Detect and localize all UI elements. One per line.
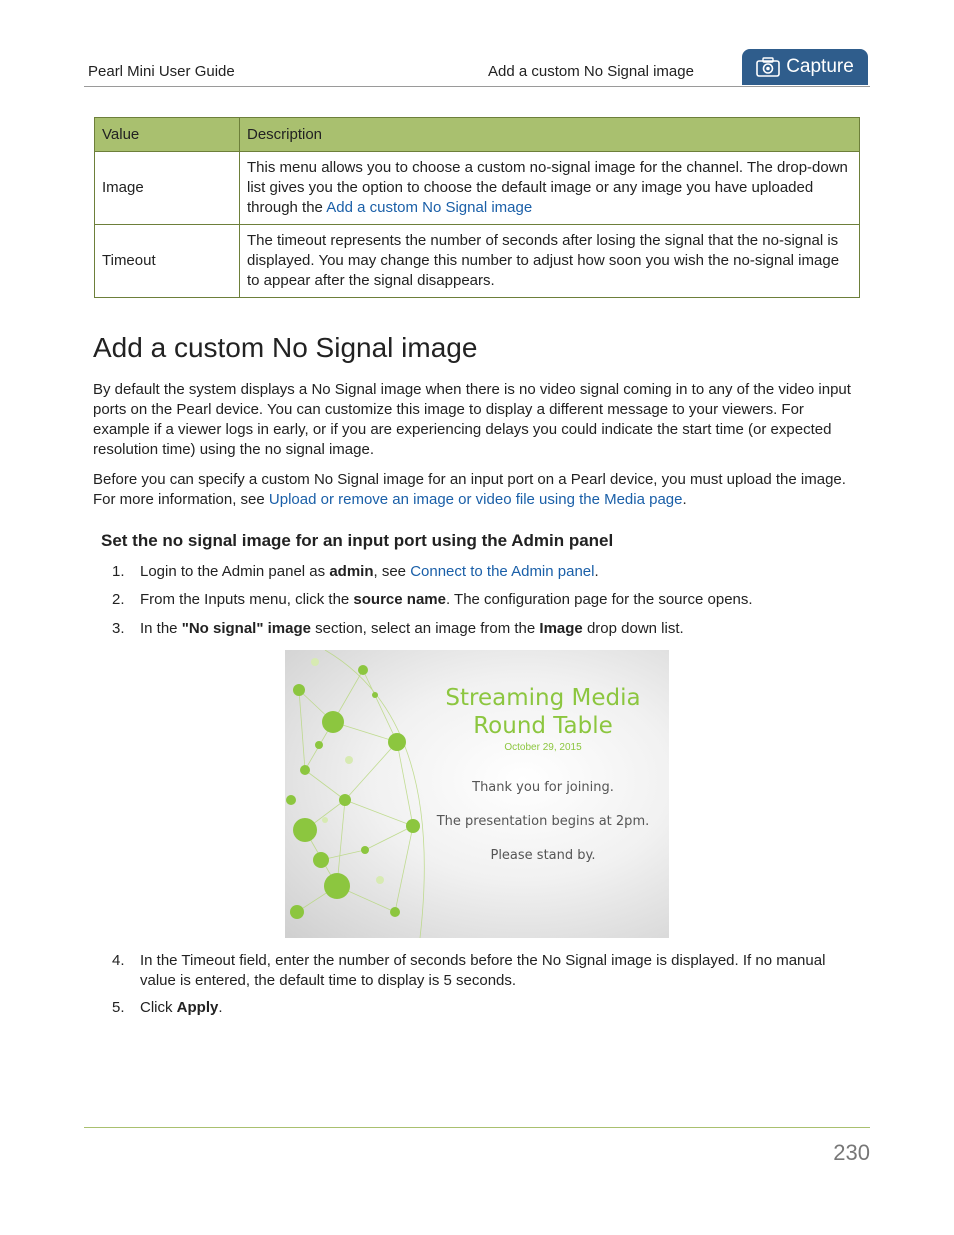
values-table (94, 117, 860, 298)
step-text-part: . (218, 999, 223, 1016)
description-text: This menu allows you to choose a custom no-signal image for the channel. The drop-down list gives you the option to choose the default image or any image you have uploaded through the (247, 159, 848, 216)
intro-paragraph: By default the system displays a No Signal image when there is no video signal coming in to any of the video input ports on the Pearl device. You can customize this image to display a different message to your viewers. For example if a viewer logs in early, or if you are experiencing delays you could indicate the start time (or expected resolution time) using the no signal image. (93, 381, 851, 458)
step-bold: Apply (176, 999, 219, 1016)
upload-media-link[interactable]: Upload or remove an image or video file using the Media page (268, 491, 683, 508)
step-text (140, 562, 852, 582)
header-rule (84, 86, 870, 87)
add-no-signal-image-link[interactable]: Add a custom No Signal image (326, 199, 533, 216)
table-row (95, 152, 860, 225)
page-number: 230 (833, 1140, 870, 1165)
step-text-part: . The configuration page for the source opens. (445, 591, 753, 608)
slide-message-2: The presentation begins at 2pm. (436, 814, 650, 829)
prerequisite-end: . (682, 491, 687, 508)
step-number: 3. (112, 620, 125, 637)
running-section-title: Add a custom No Signal image (488, 63, 694, 80)
step-text (140, 590, 852, 610)
section-heading: Add a custom No Signal image (93, 332, 478, 363)
procedure-heading: Set the no signal image for an input port using the Admin panel (101, 531, 614, 550)
step-bold: source name (353, 591, 446, 608)
capture-badge (742, 49, 868, 85)
step-text-part: In the (140, 620, 182, 637)
doc-title: Pearl Mini User Guide (88, 63, 235, 80)
step-bold: "No signal" image (181, 620, 311, 637)
slide-message-1: Thank you for joining. (472, 780, 614, 795)
step-number: 2. (112, 591, 125, 608)
table-cell-value: Image (95, 152, 240, 225)
table-cell-description: The timeout represents the number of seconds after losing the signal that the no-signal is displayed. You may change this number to adjust how soon you wish the no-signal image to appear after the signal disappears. (240, 225, 860, 298)
slide-date: October 29, 2015 (504, 742, 582, 753)
step-text-part: From the Inputs menu, click the (140, 591, 354, 608)
table-cell-description (240, 152, 860, 225)
step-text (140, 998, 852, 1018)
no-signal-image (285, 650, 669, 938)
connect-admin-panel-link[interactable]: Connect to the Admin panel (410, 563, 595, 580)
step-text-part: . (594, 563, 599, 580)
camera-icon (756, 57, 780, 77)
step-text-part: drop down list. (582, 620, 684, 637)
step-bold: Image (539, 620, 583, 637)
table-header-row (95, 118, 860, 152)
step-number: 4. (112, 952, 125, 969)
step-text-part: Click (140, 999, 177, 1016)
step-text-part: Login to the Admin panel as (140, 563, 330, 580)
step-number: 5. (112, 999, 125, 1016)
step-number: 1. (112, 563, 125, 580)
step-text: In the Timeout field, enter the number of seconds before the No Signal image is displayed. If no manual value is entered, the default time to display is 5 seconds. (140, 952, 826, 989)
prerequisite-text: Before you can specify a custom No Signal image for an input port on a Pearl device, you must upload the image. For more information, see (93, 471, 846, 508)
step-text-part: section, select an image from the (310, 620, 540, 637)
table-header-value: Value (95, 118, 240, 152)
prerequisite-paragraph (93, 470, 863, 510)
table-row (95, 225, 860, 298)
slide-title-line-1: Streaming Media (445, 685, 641, 711)
table-header-description: Description (240, 118, 860, 152)
slide-message-3: Please stand by. (490, 848, 596, 863)
step-bold: admin (329, 563, 374, 580)
footer-rule (84, 1127, 870, 1128)
slide-title-line-2: Round Table (473, 713, 613, 739)
step-text (140, 619, 852, 639)
step-text-part: , see (373, 563, 411, 580)
capture-label: Capture (786, 56, 854, 77)
table-cell-value: Timeout (95, 225, 240, 298)
